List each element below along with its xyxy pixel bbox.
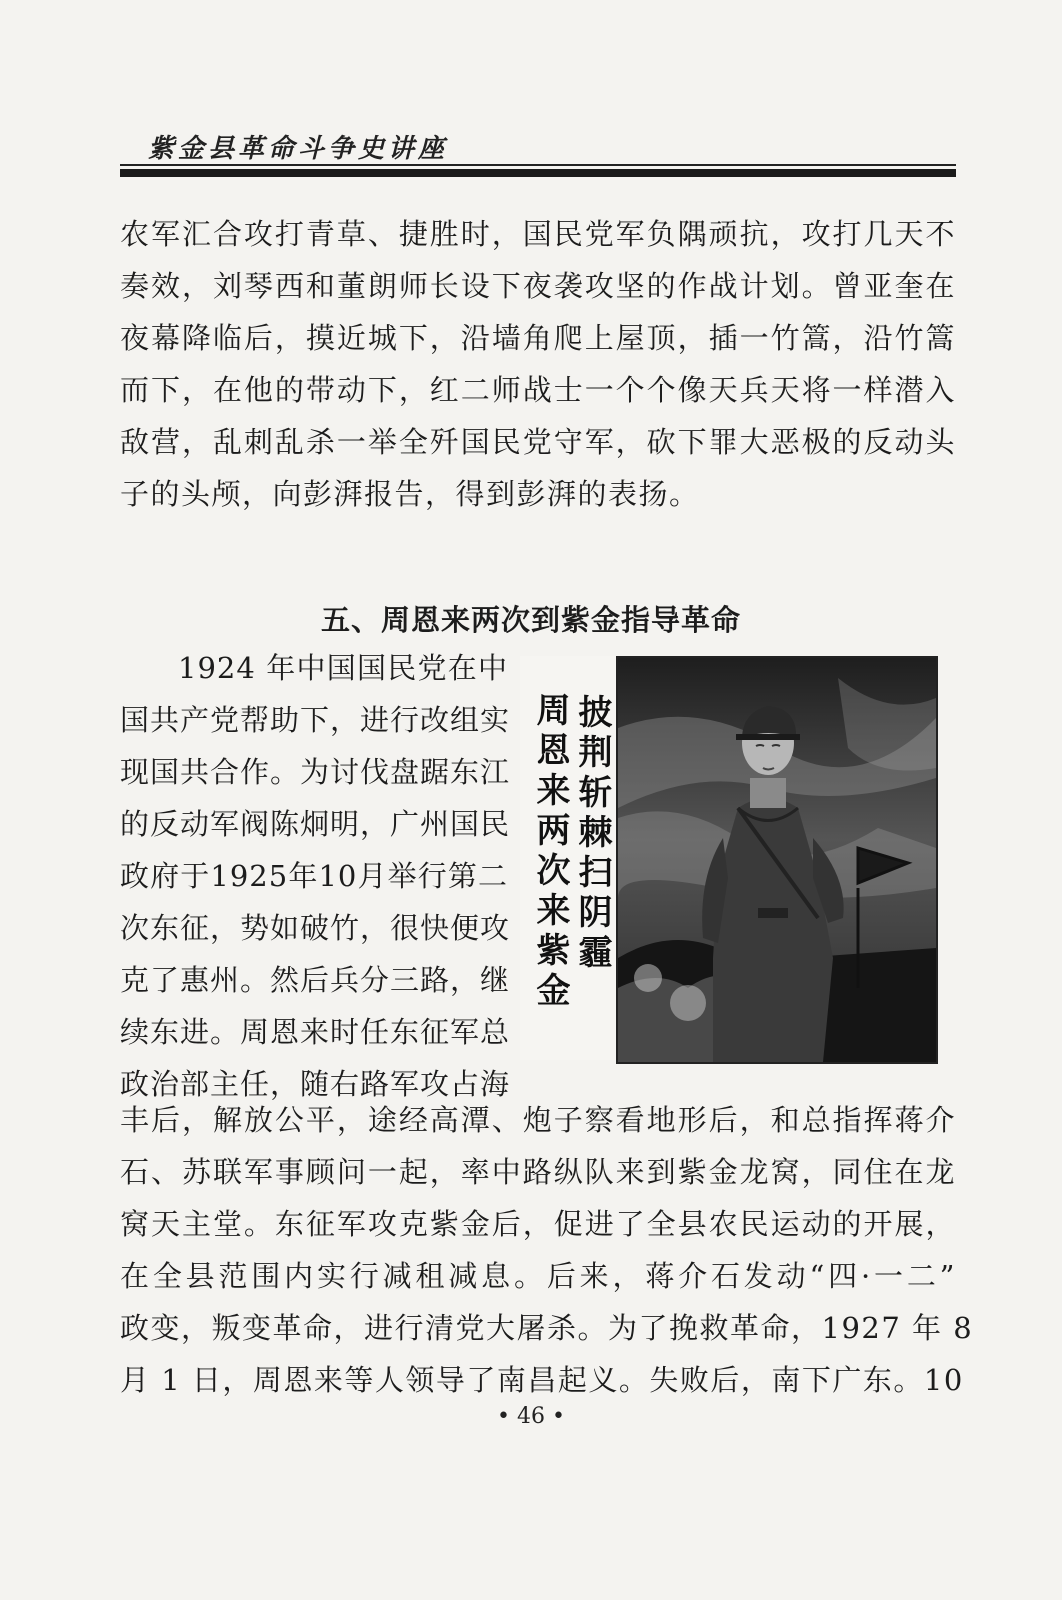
header-rule-thin [120, 164, 956, 166]
paragraph-1-line: 夜幕降临后，摸近城下，沿墙角爬上屋顶，插一竹篙，沿竹篙 [120, 321, 956, 355]
running-header: 紫金县革命斗争史讲座 [148, 134, 449, 164]
paragraph-2-line: 窝天主堂。东征军攻克紫金后，促进了全县农民运动的开展， [120, 1207, 956, 1241]
soldier-portrait-illustration-icon [616, 656, 938, 1064]
paragraph-2-line: 政治部主任，随右路军攻占海 [120, 1067, 511, 1101]
paragraph-2-line: 国共产党帮助下，进行改组实 [120, 703, 511, 737]
paragraph-2-line: 政府于1925年10月举行第二 [120, 859, 508, 893]
section-heading: 五、周恩来两次到紫金指导革命 [320, 603, 741, 637]
paragraph-1-line: 奏效，刘琴西和董朗师长设下夜袭攻坚的作战计划。曾亚奎在 [120, 269, 956, 303]
figure-zhou-enlai [520, 656, 938, 1070]
figure-caption-line-2: 周恩来两次来紫金 [530, 692, 570, 1012]
paragraph-2-full [120, 1094, 974, 1406]
paragraph-2-narrow [120, 642, 511, 1110]
paragraph-1-line: 而下，在他的带动下，红二师战士一个个像天兵天将一样潜入 [120, 373, 956, 407]
paragraph-1-line: 子的头颅，向彭湃报告，得到彭湃的表扬。 [120, 477, 700, 511]
paragraph-2-line: 的反动军阀陈炯明，广州国民 [120, 807, 511, 841]
paragraph-2-line: 克了惠州。然后兵分三路，继 [120, 963, 511, 997]
paragraph-2-line: 石、苏联军事顾问一起，率中路纵队来到紫金龙窝，同住在龙 [120, 1155, 956, 1189]
figure-caption-line-1: 披荆斩棘扫阴霾 [572, 694, 612, 974]
paragraph-1 [120, 208, 956, 520]
paragraph-1-line: 敌营，乱刺乱杀一举全歼国民党守军，砍下罪大恶极的反动头 [120, 425, 956, 459]
paragraph-2-line: 续东进。周恩来时任东征军总 [120, 1015, 511, 1049]
paragraph-2-line: 月 1 日，周恩来等人领导了南昌起义。失败后，南下广东。10 [120, 1363, 964, 1397]
paragraph-2-line: 现国共合作。为讨伐盘踞东江 [120, 755, 511, 789]
paragraph-2-line: 次东征，势如破竹，很快便攻 [120, 911, 511, 945]
paragraph-1-line: 农军汇合攻打青草、捷胜时，国民党军负隅顽抗，攻打几天不 [120, 217, 956, 251]
paragraph-2-line: 1924 年中国国民党在中 [178, 651, 508, 685]
paragraph-2-line: 政变，叛变革命，进行清党大屠杀。为了挽救革命，1927 年 8 [120, 1311, 974, 1345]
header-rule-thick [120, 169, 956, 177]
figure-caption-panel [520, 656, 618, 1060]
paragraph-2-line: 丰后，解放公平，途经高潭、炮子察看地形后，和总指挥蒋介 [120, 1103, 956, 1137]
paragraph-2-line: 在全县范围内实行减租减息。后来，蒋介石发动“四·一二” [120, 1259, 956, 1293]
page-number: • 46 • [497, 1404, 565, 1429]
